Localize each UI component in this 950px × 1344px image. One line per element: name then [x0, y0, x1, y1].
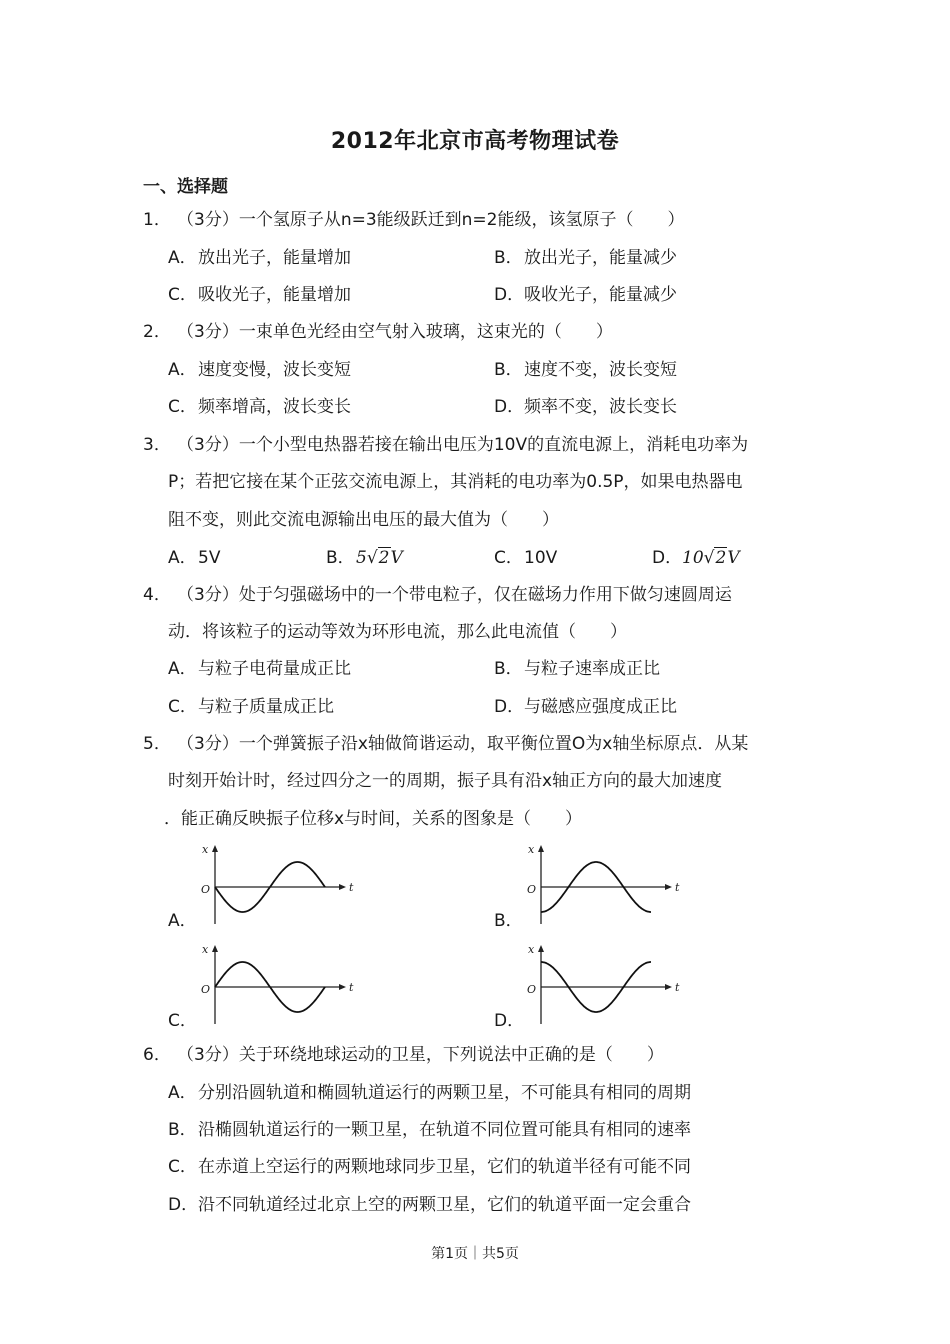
- option-1c[interactable]: C．吸收光子，能量增加: [168, 285, 351, 305]
- question-number: 5．: [143, 734, 171, 754]
- question-number: 4．: [143, 585, 171, 605]
- question-number: 1．: [143, 210, 171, 230]
- question-text: （3分）一束单色光经由空气射入玻璃，这束光的（ ）: [177, 322, 613, 342]
- question-3: [143, 433, 748, 457]
- sqrt-sign-icon: √: [366, 548, 378, 568]
- x-axis-arrow-icon: [212, 845, 218, 852]
- option-4c[interactable]: C．与粒子质量成正比: [168, 697, 334, 717]
- x-axis-arrow-icon: [538, 945, 544, 952]
- option-4a[interactable]: A．与粒子电荷量成正比: [168, 659, 351, 679]
- option-2b[interactable]: B．速度不变，波长变短: [494, 360, 677, 380]
- option-4b[interactable]: B．与粒子速率成正比: [494, 659, 660, 679]
- option-3a[interactable]: A．5V: [168, 548, 221, 568]
- question-text-line-1: （3分）一个弹簧振子沿x轴做简谐运动，取平衡位置O为x轴坐标原点．从某: [177, 734, 749, 754]
- option-2c[interactable]: C．频率增高，波长变长: [168, 397, 351, 417]
- t-axis-label: t: [675, 881, 680, 894]
- option-6b[interactable]: B．沿椭圆轨道运行的一颗卫星，在轨道不同位置可能具有相同的速率: [168, 1120, 691, 1140]
- option-5a-label[interactable]: A．: [168, 911, 197, 931]
- question-text-line-1: （3分）处于匀强磁场中的一个带电粒子，仅在磁场力作用下做匀速圆周运: [177, 585, 732, 605]
- option-4d[interactable]: D．与磁感应强度成正比: [494, 697, 677, 717]
- coefficient: 5: [356, 548, 367, 568]
- t-axis-label: t: [349, 881, 354, 894]
- question-5: [143, 732, 748, 756]
- origin-label: O: [527, 983, 537, 996]
- coefficient: 10: [682, 548, 704, 568]
- x-axis-arrow-icon: [538, 845, 544, 852]
- x-axis-label: x: [202, 843, 209, 856]
- option-1b[interactable]: B．放出光子，能量减少: [494, 248, 677, 268]
- t-axis-label: t: [675, 981, 680, 994]
- unit: V: [390, 548, 403, 568]
- option-6d[interactable]: D．沿不同轨道经过北京上空的两颗卫星，它们的轨道平面一定会重合: [168, 1195, 691, 1215]
- section-heading: 一、选择题: [143, 177, 228, 197]
- question-number: 6．: [143, 1045, 171, 1065]
- question-text-line-1: （3分）一个小型电热器若接在输出电压为10V的直流电源上，消耗电功率为: [177, 435, 749, 455]
- option-2a[interactable]: A．速度变慢，波长变短: [168, 360, 351, 380]
- radicand: 2: [715, 548, 727, 568]
- question-text: （3分）一个氢原子从n=3能级跃迁到n=2能级，该氢原子（ ）: [177, 210, 685, 230]
- page-title: 2012年北京市高考物理试卷: [330, 129, 620, 154]
- t-axis-arrow-icon: [339, 984, 346, 990]
- question-text: （3分）关于环绕地球运动的卫星，下列说法中正确的是（ ）: [177, 1045, 664, 1065]
- origin-label: O: [527, 883, 537, 896]
- x-axis-label: x: [528, 843, 535, 856]
- x-axis-label: x: [528, 943, 535, 956]
- option-3b[interactable]: B．5√2V: [326, 548, 403, 568]
- option-3c[interactable]: C．10V: [494, 548, 558, 568]
- option-6c[interactable]: C．在赤道上空运行的两颗地球同步卫星，它们的轨道半径有可能不同: [168, 1157, 691, 1177]
- question-text-line-3: ．能正确反映振子位移x与时间，关系的图象是（ ）: [164, 809, 583, 829]
- question-text-line-2: 动．将该粒子的运动等效为环形电流，那么此电流值（ ）: [168, 622, 627, 642]
- question-4: [143, 583, 732, 607]
- option-5b-label[interactable]: B．: [494, 911, 523, 931]
- option-2d[interactable]: D．频率不变，波长变长: [494, 397, 677, 417]
- option-1d[interactable]: D．吸收光子，能量减少: [494, 285, 677, 305]
- origin-label: O: [201, 983, 211, 996]
- question-1: [143, 208, 684, 232]
- option-3d[interactable]: D．10√2V: [652, 548, 740, 568]
- radicand: 2: [378, 548, 390, 568]
- graph-b[interactable]: [521, 842, 691, 932]
- origin-label: O: [201, 883, 211, 896]
- question-text-line-3: 阻不变，则此交流电源输出电压的最大值为（ ）: [168, 510, 559, 530]
- option-1a[interactable]: A．放出光子，能量增加: [168, 248, 351, 268]
- x-axis-label: x: [202, 943, 209, 956]
- x-axis-arrow-icon: [212, 945, 218, 952]
- question-number: 3．: [143, 435, 171, 455]
- page-footer: 第1页｜共5页: [431, 1246, 519, 1262]
- sqrt-sign-icon: √: [703, 548, 715, 568]
- graph-c[interactable]: [195, 942, 365, 1032]
- question-2: [143, 320, 613, 344]
- option-6a[interactable]: A．分别沿圆轨道和椭圆轨道运行的两颗卫星，不可能具有相同的周期: [168, 1083, 691, 1103]
- option-5d-label[interactable]: D．: [494, 1011, 525, 1031]
- t-axis-arrow-icon: [665, 884, 672, 890]
- question-text-line-2: P；若把它接在某个正弦交流电源上，其消耗的电功率为0.5P，如果电热器电: [168, 472, 743, 492]
- unit: V: [727, 548, 740, 568]
- question-text-line-2: 时刻开始计时，经过四分之一的周期，振子具有沿x轴正方向的最大加速度: [168, 771, 723, 791]
- t-axis-label: t: [349, 981, 354, 994]
- option-5c-label[interactable]: C．: [168, 1011, 197, 1031]
- question-number: 2．: [143, 322, 171, 342]
- graph-a[interactable]: [195, 842, 365, 932]
- t-axis-arrow-icon: [339, 884, 346, 890]
- t-axis-arrow-icon: [665, 984, 672, 990]
- graph-d[interactable]: [521, 942, 691, 1032]
- question-6: [143, 1043, 664, 1067]
